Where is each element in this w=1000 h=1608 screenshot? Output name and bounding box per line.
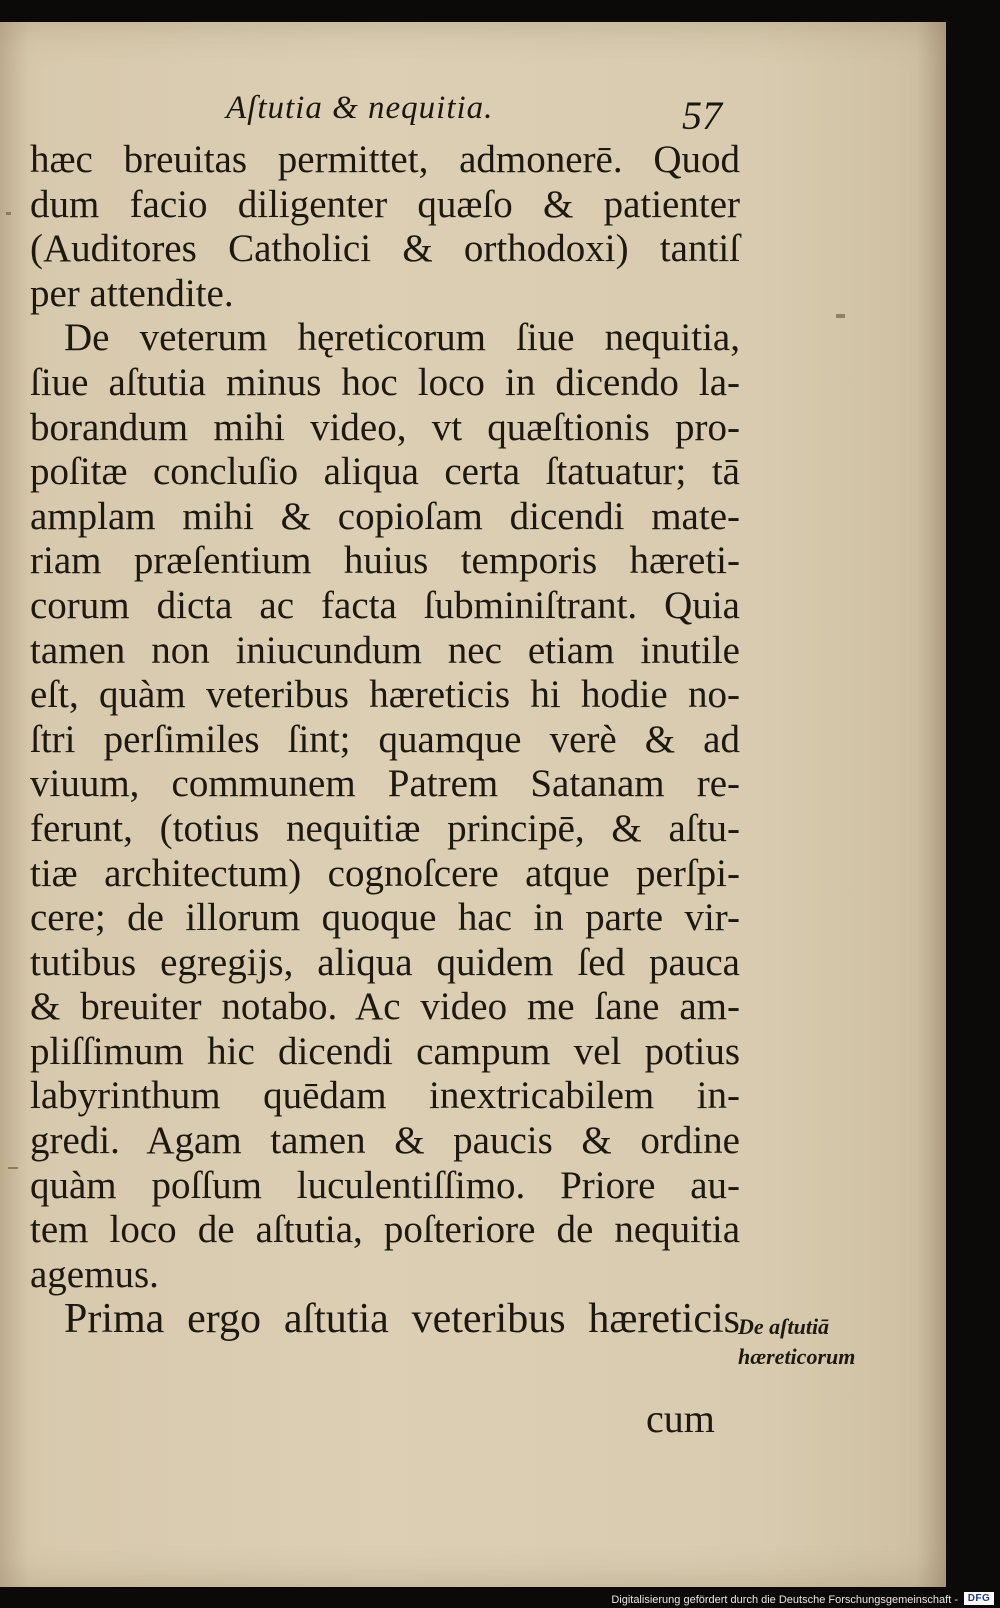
text-line: ſtri perſimiles ſint; quamque verè & ad [30, 717, 740, 761]
text-line: quàm poſſum luculentiſſimo. Priore au- [30, 1163, 740, 1207]
running-head: Aſtutia & nequitia. [226, 90, 494, 126]
text-line: tem loco de aſtutia, poſteriore de nequitia [30, 1208, 740, 1252]
body-text [30, 138, 740, 1342]
text-line: tutibus egregijs, aliqua quidem ſed pauca [30, 940, 740, 984]
digitization-credit: Digitalisierung gefördert durch die Deutsche Forschungsgemeinschaft - [611, 1594, 958, 1606]
paragraph-start-line: De veterum hęreticorum ſiue nequitia, [64, 316, 740, 360]
paragraph-start-line: Prima ergo aſtutia veteribus hæreticis [64, 1296, 740, 1343]
margin-note-line: hæreticorum [738, 1344, 856, 1369]
text-line: poſitæ concluſio aliqua certa ſtatuatur; tā [30, 450, 740, 494]
text-line: ferunt, (totius nequitiæ principē, & aſtu- [30, 806, 740, 850]
text-line: ſiue aſtutia minus hoc loco in dicendo la- [30, 360, 740, 404]
paper-speck [8, 1167, 18, 1169]
text-line: tiæ architectum) cognoſcere atque perſpi- [30, 851, 740, 895]
text-line: gredi. Agam tamen & paucis & ordine [30, 1119, 740, 1163]
text-line: pliſſimum hic dicendi campum vel potius [30, 1029, 740, 1073]
dfg-logo: DFG [964, 1592, 994, 1605]
text-line: per attendite. [30, 271, 234, 315]
margin-note-line: De aſtutiā [738, 1314, 830, 1339]
text-line: agemus. [30, 1252, 159, 1296]
text-line: hæc breuitas permittet, admonerē. Quod [30, 138, 740, 181]
text-line: dum facio diligenter quæſo & patienter [30, 182, 740, 226]
text-line: eſt, quàm veteribus hæreticis hi hodie no- [30, 673, 740, 717]
text-line: borandum mihi video, vt quæſtionis pro- [30, 405, 740, 449]
text-line: amplam mihi & copioſam dicendi mate- [30, 494, 740, 538]
catchword: cum [646, 1396, 715, 1441]
text-line: viuum, communem Patrem Satanam re- [30, 762, 740, 806]
text-line: (Auditores Catholici & orthodoxi) tantiſ [30, 227, 740, 271]
text-line: labyrinthum quēdam inextricabilem in- [30, 1074, 740, 1118]
text-line: corum dicta ac facta ſubminiſtrant. Quia [30, 583, 740, 627]
text-line: tamen non iniucundum nec etiam inutile [30, 628, 740, 672]
margin-note [738, 1312, 855, 1372]
text-line: riam præſentium huius temporis hæreti- [30, 539, 740, 583]
page-number: 57 [682, 93, 722, 138]
paper-speck [6, 212, 11, 215]
text-line: & breuiter notabo. Ac video me ſane am- [30, 985, 740, 1029]
text-line: cere; de illorum quoque hac in parte vir- [30, 896, 740, 940]
paper-speck [836, 314, 845, 318]
